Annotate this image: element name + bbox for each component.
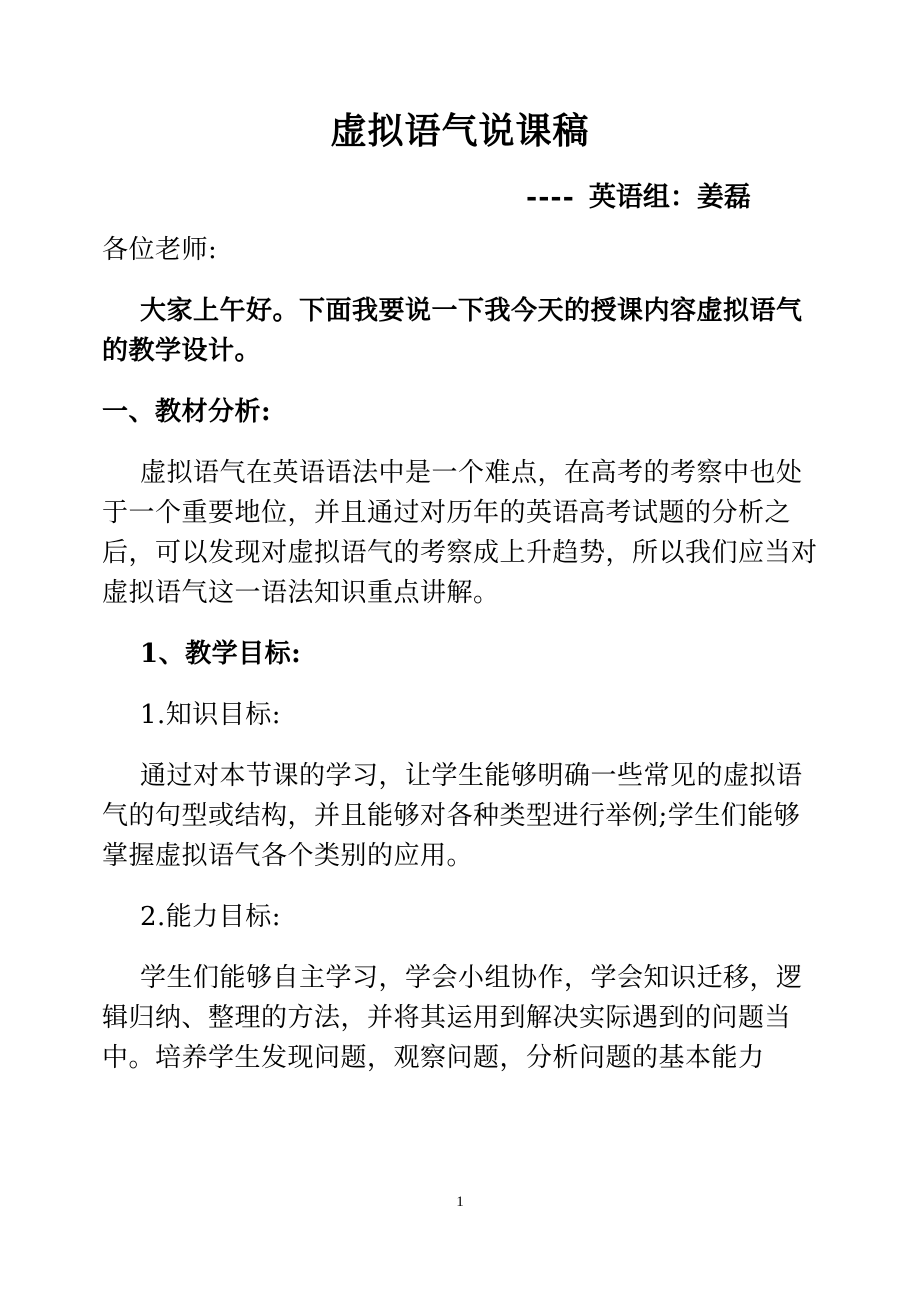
knowledge-goal-heading: 1.知识目标: — [140, 700, 282, 730]
author-name: 英语组：姜磊 — [588, 182, 751, 213]
greeting: 各位老师: — [102, 235, 218, 265]
section-heading-textbook-analysis: 一、教材分析: — [102, 397, 272, 427]
author-line — [526, 175, 751, 214]
author-dash: ---- — [526, 182, 575, 213]
intro-paragraph: 大家上午好。下面我要说一下我今天的授课内容虚拟语气的教学设计。 — [102, 296, 803, 366]
teaching-goals-heading: 1、教学目标: — [140, 639, 302, 669]
document-title: 虚拟语气说课稿 — [330, 110, 590, 152]
ability-goal-heading: 2.能力目标: — [140, 902, 282, 932]
page-number: 1 — [456, 1194, 464, 1210]
document-body — [102, 230, 822, 1099]
knowledge-goal-paragraph: 通过对本节课的学习，让学生能够明确一些常见的虚拟语气的句型或结构，并且能够对各种类型进行举例;学生们能够掌握虚拟语气各个类别的应用。 — [102, 761, 803, 871]
textbook-analysis-paragraph: 虚拟语气在英语语法中是一个难点，在高考的考察中也处于一个重要地位，并且通过对历年的英语高考试题的分析之后，可以发现对虚拟语气的考察成上升趋势，所以我们应当对虚拟语气这一语法知识重点讲解。 — [102, 458, 818, 608]
ability-goal-paragraph: 学生们能够自主学习，学会小组协作，学会知识迁移，逻辑归纳、整理的方法，并将其运用到解决实际遇到的问题当中。培养学生发现问题，观察问题，分析问题的基本能力 — [102, 963, 803, 1073]
